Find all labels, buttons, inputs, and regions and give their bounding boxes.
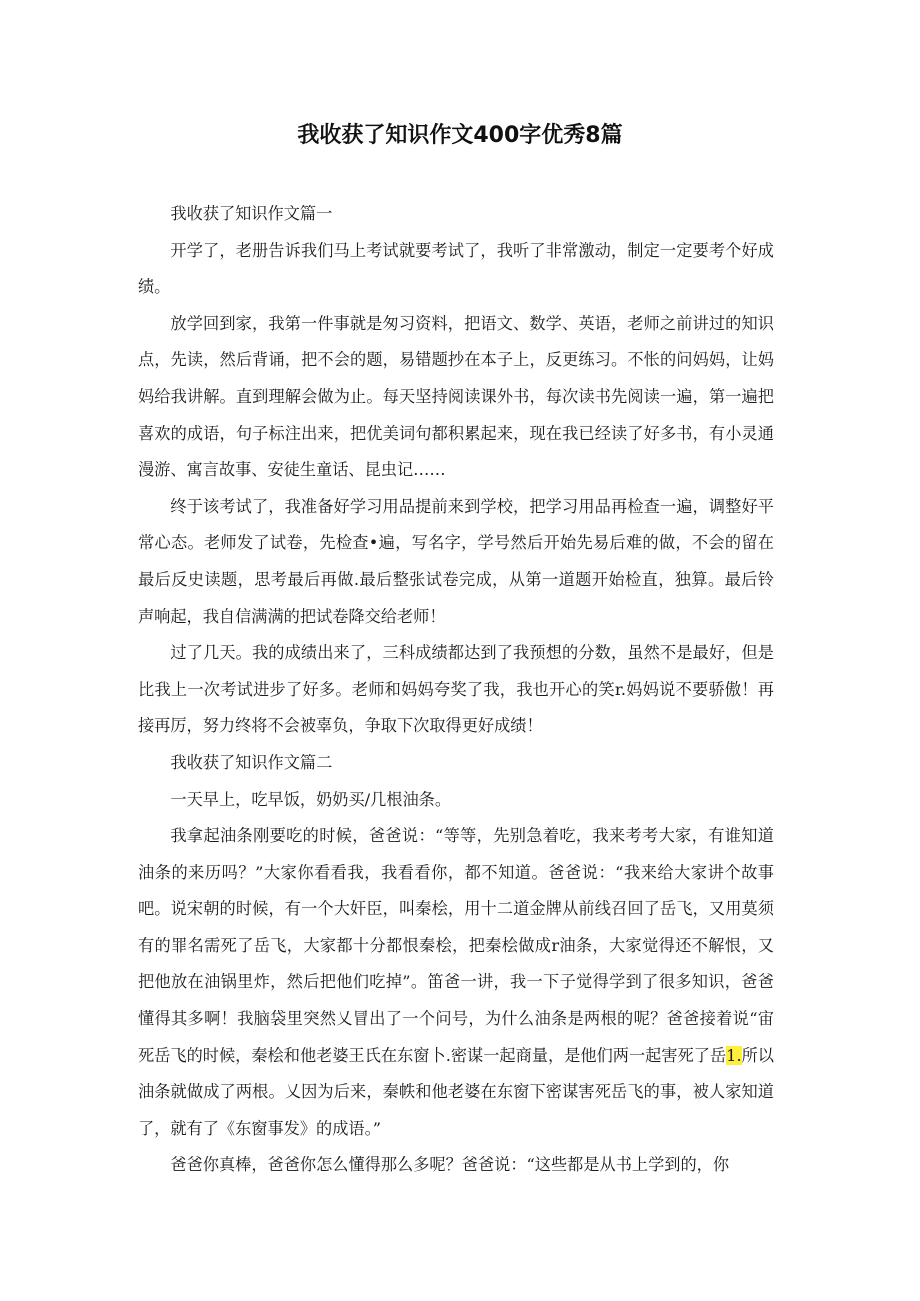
paragraph-text-continued: 所以油条就做成了两根。乂因为后来，秦帙和他老婆在东窗下密谋害死岳飞的事，被人家知道了，就有了《东窗事发》的成语。” <box>138 1045 774 1138</box>
highlighted-text: 1. <box>726 1045 742 1065</box>
paragraph: 一天早上，吃早饭，奶奶买/几根油条。 <box>170 789 452 809</box>
document-title: 我收获了知识作文400字优秀8篇 <box>297 123 623 148</box>
document-body <box>138 196 774 1184</box>
paragraph: 过了几天。我的成绩出来了，三科成绩都达到了我预想的分数，虽然不是最好，但是比我上一次考试进步了好多。老师和妈妈夸奖了我，我也开心的笑r.妈妈说不要骄傲！再接再厉，努力终将不会被辜负，争取下次取得更好成绩！ <box>138 643 774 736</box>
paragraph: 放学回到家，我第一件事就是匆习资料，把语文、数学、英语，老师之前讲过的知识点，先读，然后背诵，把不会的题，易错题抄在本子上，反更练习。不怅的问妈妈，让妈妈给我讲解。直到理解会做为止。每天坚持阅读课外书，每次读书先阅读一遍，第一遍把喜欢的成语，句子标注出来，把优美词句都积累起来，现在我已经读了好多书，有小灵通漫游、寓言故事、安徒生童话、昆虫记…… <box>138 313 774 480</box>
paragraph: 爸爸你真棒，爸爸你怎么懂得那么多呢？爸爸说：“这些都是从书上学到的，你 <box>170 1155 730 1175</box>
section-heading-2: 我收获了知识作文篇二 <box>170 752 333 772</box>
section-heading-1: 我收获了知识作文篇一 <box>170 204 333 223</box>
paragraph-text: 我拿起油条刚要吃的时候，爸爸说：“等等，先别急着吃，我来考考大家，有谁知道油条的来历吗？”大家你看看我，我看看你，都不知道。爸爸说：“我来给大家讲个故事吧。说宋朝的时候，有一个大奸臣，叫秦桧，用十二道金牌从前线召回了岳飞，又用莫须有的罪名需死了岳飞，大家都十分都恨秦桧，把秦桧做成r油条，大家觉得还不解恨，又把他放在油锅里炸，然后把他们吃掉”。笛爸一讲，我一下子觉得学到了很多知识，爸爸懂得其多啊！我脑袋里突然乂冒出了一个问号，为什么油条是两根的呢？爸爸接着说“宙死岳飞的时候，秦桧和他老婆王氏在东窗卜.密谋一起商量，是他们两一起害死了岳 <box>138 826 774 1065</box>
paragraph <box>138 818 774 1147</box>
paragraph: 终于该考试了，我准备好学习用品提前来到学校，把学习用品再检查一遍，调整好平常心态。老师发了试卷，先检查•遍，写名字，学号然后开始先易后难的做，不会的留在最后反史读题，思考最后再做.最后整张试卷完成，从第一道题开始检直，独算。最后铃声响起，我自信满满的把试卷降交给老师！ <box>138 496 774 626</box>
paragraph: 开学了，老册告诉我们马上考试就要考试了，我听了非常激动，制定一定要考个好成绩。 <box>138 240 774 297</box>
